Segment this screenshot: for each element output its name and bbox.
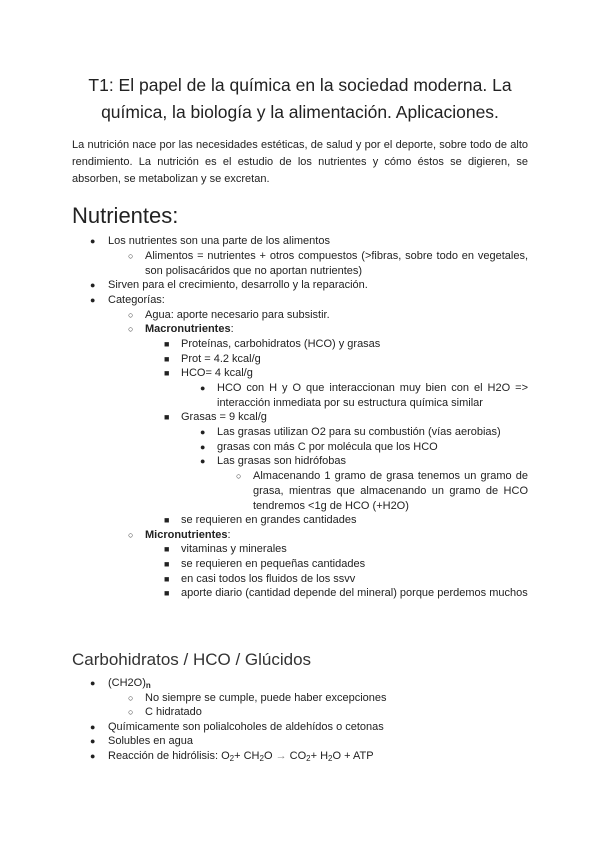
carbohidratos-heading: Carbohidratos / HCO / Glúcidos bbox=[72, 650, 312, 669]
list-item: HCO= 4 kcal/g bbox=[181, 367, 253, 379]
bullet-square: ■ bbox=[164, 574, 170, 584]
bullet-disc: ● bbox=[90, 236, 96, 246]
formula-text: (CH2O) bbox=[108, 677, 146, 689]
bullet-square: ■ bbox=[164, 368, 170, 378]
reaction-sub: 2 bbox=[259, 754, 264, 763]
micronutrientes-colon: : bbox=[227, 529, 231, 541]
list-item: HCO con H y O que interaccionan muy bien con el H2O => interacción inmediata por su estructura química similar bbox=[217, 382, 528, 409]
list-item: grasas con más C por molécula que los HCO bbox=[217, 441, 438, 453]
intro-paragraph: La nutrición nace por las necesidades estéticas, de salud y por el deporte, sobre todo de alto rendimiento. La nutrición es el estudio de los nutrientes y cómo éstos se digieren, se absorben, se metabolizan y se excretan. bbox=[72, 139, 528, 185]
list-item: vitaminas y minerales bbox=[181, 543, 287, 555]
bullet-disc: ● bbox=[90, 722, 96, 732]
bullet-circle: ○ bbox=[128, 707, 134, 717]
bullet-circle: ○ bbox=[128, 693, 134, 703]
list-item: Químicamente son polialcoholes de aldehídos o cetonas bbox=[108, 721, 384, 733]
list-item: Prot = 4.2 kcal/g bbox=[181, 353, 261, 365]
list-item-micronutrientes bbox=[145, 528, 528, 543]
reaction-text: + CH bbox=[234, 750, 260, 762]
macronutrientes-label: Macronutrientes bbox=[145, 323, 231, 335]
reaction-arrow: → bbox=[272, 750, 290, 762]
reaction-text: + H bbox=[310, 750, 329, 762]
list-item: Grasas = 9 kcal/g bbox=[181, 411, 267, 423]
bullet-disc: ● bbox=[200, 383, 206, 393]
list-item: Los nutrientes son una parte de los alimentos bbox=[108, 235, 330, 247]
list-item: Proteínas, carbohidratos (HCO) y grasas bbox=[181, 338, 381, 350]
list-item: Agua: aporte necesario para subsistir. bbox=[145, 309, 330, 321]
bullet-square: ■ bbox=[164, 588, 170, 598]
bullet-disc: ● bbox=[200, 456, 206, 466]
list-item: aporte diario (cantidad depende del mineral) porque perdemos muchos bbox=[181, 587, 528, 599]
bullet-circle: ○ bbox=[236, 471, 242, 481]
list-item: C hidratado bbox=[145, 706, 202, 718]
reaction-sub: 2 bbox=[229, 754, 235, 763]
list-item: Solubles en agua bbox=[108, 735, 194, 747]
bullet-square: ■ bbox=[164, 354, 170, 364]
list-item: Almacenando 1 gramo de grasa tenemos un gramo de grasa, mientras que almacenando un gramo de HCO tendremos <1g de HCO (+H2O) bbox=[253, 470, 528, 512]
list-item: Las grasas son hidrófobas bbox=[217, 455, 347, 467]
bullet-circle: ○ bbox=[128, 310, 134, 320]
reaction-sub: 2 bbox=[306, 754, 311, 763]
bullet-disc: ● bbox=[200, 427, 206, 437]
list-item: No siempre se cumple, puede haber excepciones bbox=[145, 692, 387, 704]
list-item: se requieren en grandes cantidades bbox=[181, 514, 357, 526]
bullet-square: ■ bbox=[164, 339, 170, 349]
reaction-prefix: Reacción de hidrólisis: O bbox=[108, 750, 230, 762]
bullet-circle: ○ bbox=[128, 251, 134, 261]
nutrientes-heading: Nutrientes: bbox=[72, 203, 179, 228]
bullet-square: ■ bbox=[164, 515, 170, 525]
bullet-disc: ● bbox=[90, 736, 96, 746]
list-item: Las grasas utilizan O2 para su combustión (vías aerobias) bbox=[217, 426, 501, 438]
list-item: Categorías: bbox=[108, 294, 165, 306]
list-item-formula bbox=[108, 676, 528, 691]
micronutrientes-label: Micronutrientes bbox=[145, 529, 228, 541]
page-title: T1: El papel de la química en la sociedad moderna. La química, la biología y la alimentación. Aplicaciones. bbox=[88, 75, 512, 122]
bullet-circle: ○ bbox=[128, 324, 134, 334]
reaction-text: O bbox=[263, 750, 273, 762]
bullet-square: ■ bbox=[164, 544, 170, 554]
list-item: en casi todos los fluidos de los ssvv bbox=[181, 573, 356, 585]
macronutrientes-colon: : bbox=[230, 323, 234, 335]
bullet-disc: ● bbox=[90, 280, 96, 290]
bullet-square: ■ bbox=[164, 559, 170, 569]
reaction-text: O + ATP bbox=[332, 750, 374, 762]
list-item: Alimentos = nutrientes + otros compuestos (>fibras, sobre todo en vegetales, son polisacáridos que no aportan nutrientes) bbox=[145, 250, 528, 277]
list-item: se requieren en pequeñas cantidades bbox=[181, 558, 366, 570]
bullet-disc: ● bbox=[90, 678, 96, 688]
bullet-square: ■ bbox=[164, 412, 170, 422]
reaction-text: CO bbox=[289, 750, 307, 762]
bullet-disc: ● bbox=[200, 442, 206, 452]
formula-subscript: n bbox=[145, 681, 151, 690]
bullet-disc: ● bbox=[90, 295, 96, 305]
bullet-disc: ● bbox=[90, 751, 96, 761]
bullet-circle: ○ bbox=[128, 530, 134, 540]
list-item-reaction bbox=[108, 749, 528, 764]
list-item-macronutrientes bbox=[145, 322, 528, 337]
reaction-sub: 2 bbox=[328, 754, 333, 763]
list-item: Sirven para el crecimiento, desarrollo y la reparación. bbox=[108, 279, 368, 291]
